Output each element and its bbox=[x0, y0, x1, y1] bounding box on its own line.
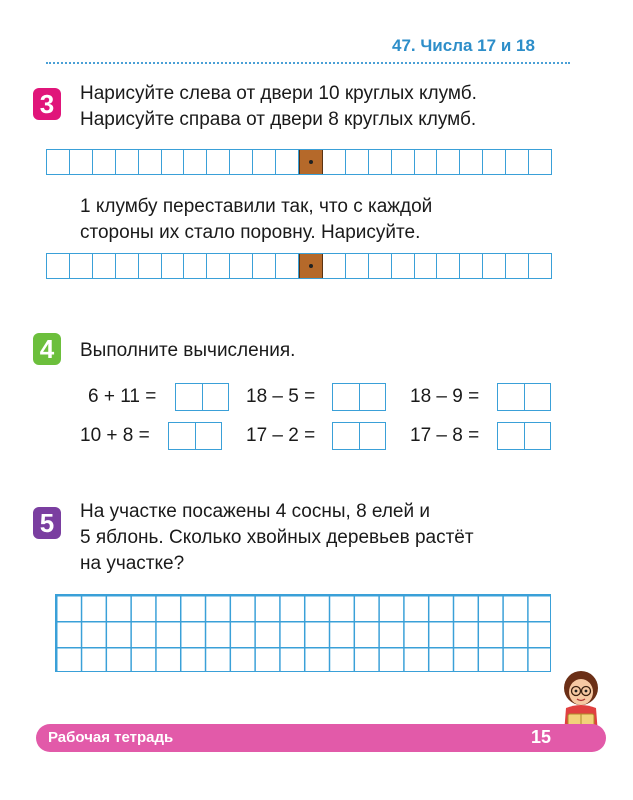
task-5-text-line1: На участке посажены 4 сосны, 8 елей и bbox=[80, 501, 431, 522]
expression-2: 18 – 5 = bbox=[246, 386, 316, 407]
task-5-text-line3: на участке? bbox=[80, 553, 185, 574]
expression-4: 10 + 8 = bbox=[80, 425, 150, 446]
task-4-badge: 4 bbox=[33, 333, 61, 365]
expression-5: 17 – 2 = bbox=[246, 425, 316, 446]
answer-box-4[interactable] bbox=[168, 422, 222, 450]
answer-grid[interactable] bbox=[55, 594, 551, 672]
flowerbed-strip-2[interactable] bbox=[46, 253, 552, 279]
page-number: 15 bbox=[531, 727, 552, 747]
task-3-badge: 3 bbox=[33, 88, 61, 120]
task-3-text-line2: Нарисуйте справа от двери 8 круглых клумб. bbox=[80, 109, 477, 130]
answer-box-6[interactable] bbox=[497, 422, 551, 450]
answer-box-1[interactable] bbox=[175, 383, 229, 411]
footer-label: Рабочая тетрадь bbox=[48, 729, 174, 746]
answer-box-3[interactable] bbox=[497, 383, 551, 411]
flowerbed-strip-1[interactable] bbox=[46, 149, 552, 175]
header-divider bbox=[46, 62, 570, 64]
task-5-badge: 5 bbox=[33, 507, 61, 539]
task-3-text-line1: Нарисуйте слева от двери 10 круглых клумб. bbox=[80, 83, 477, 104]
task-3-text-line4: стороны их стало поровну. Нарисуйте. bbox=[80, 222, 421, 243]
page-title: 47. Числа 17 и 18 bbox=[392, 36, 535, 55]
answer-box-5[interactable] bbox=[332, 422, 386, 450]
expression-1: 6 + 11 = bbox=[88, 386, 157, 407]
door-icon bbox=[299, 254, 323, 278]
expression-6: 17 – 8 = bbox=[410, 425, 480, 446]
door-icon bbox=[299, 150, 323, 174]
expression-3: 18 – 9 = bbox=[410, 386, 480, 407]
task-3-text-line3: 1 клумбу переставили так, что с каждой bbox=[80, 196, 433, 217]
answer-box-2[interactable] bbox=[332, 383, 386, 411]
task-5-text-line2: 5 яблонь. Сколько хвойных деревьев растёт bbox=[80, 527, 474, 548]
task-4-instruction: Выполните вычисления. bbox=[80, 340, 296, 361]
